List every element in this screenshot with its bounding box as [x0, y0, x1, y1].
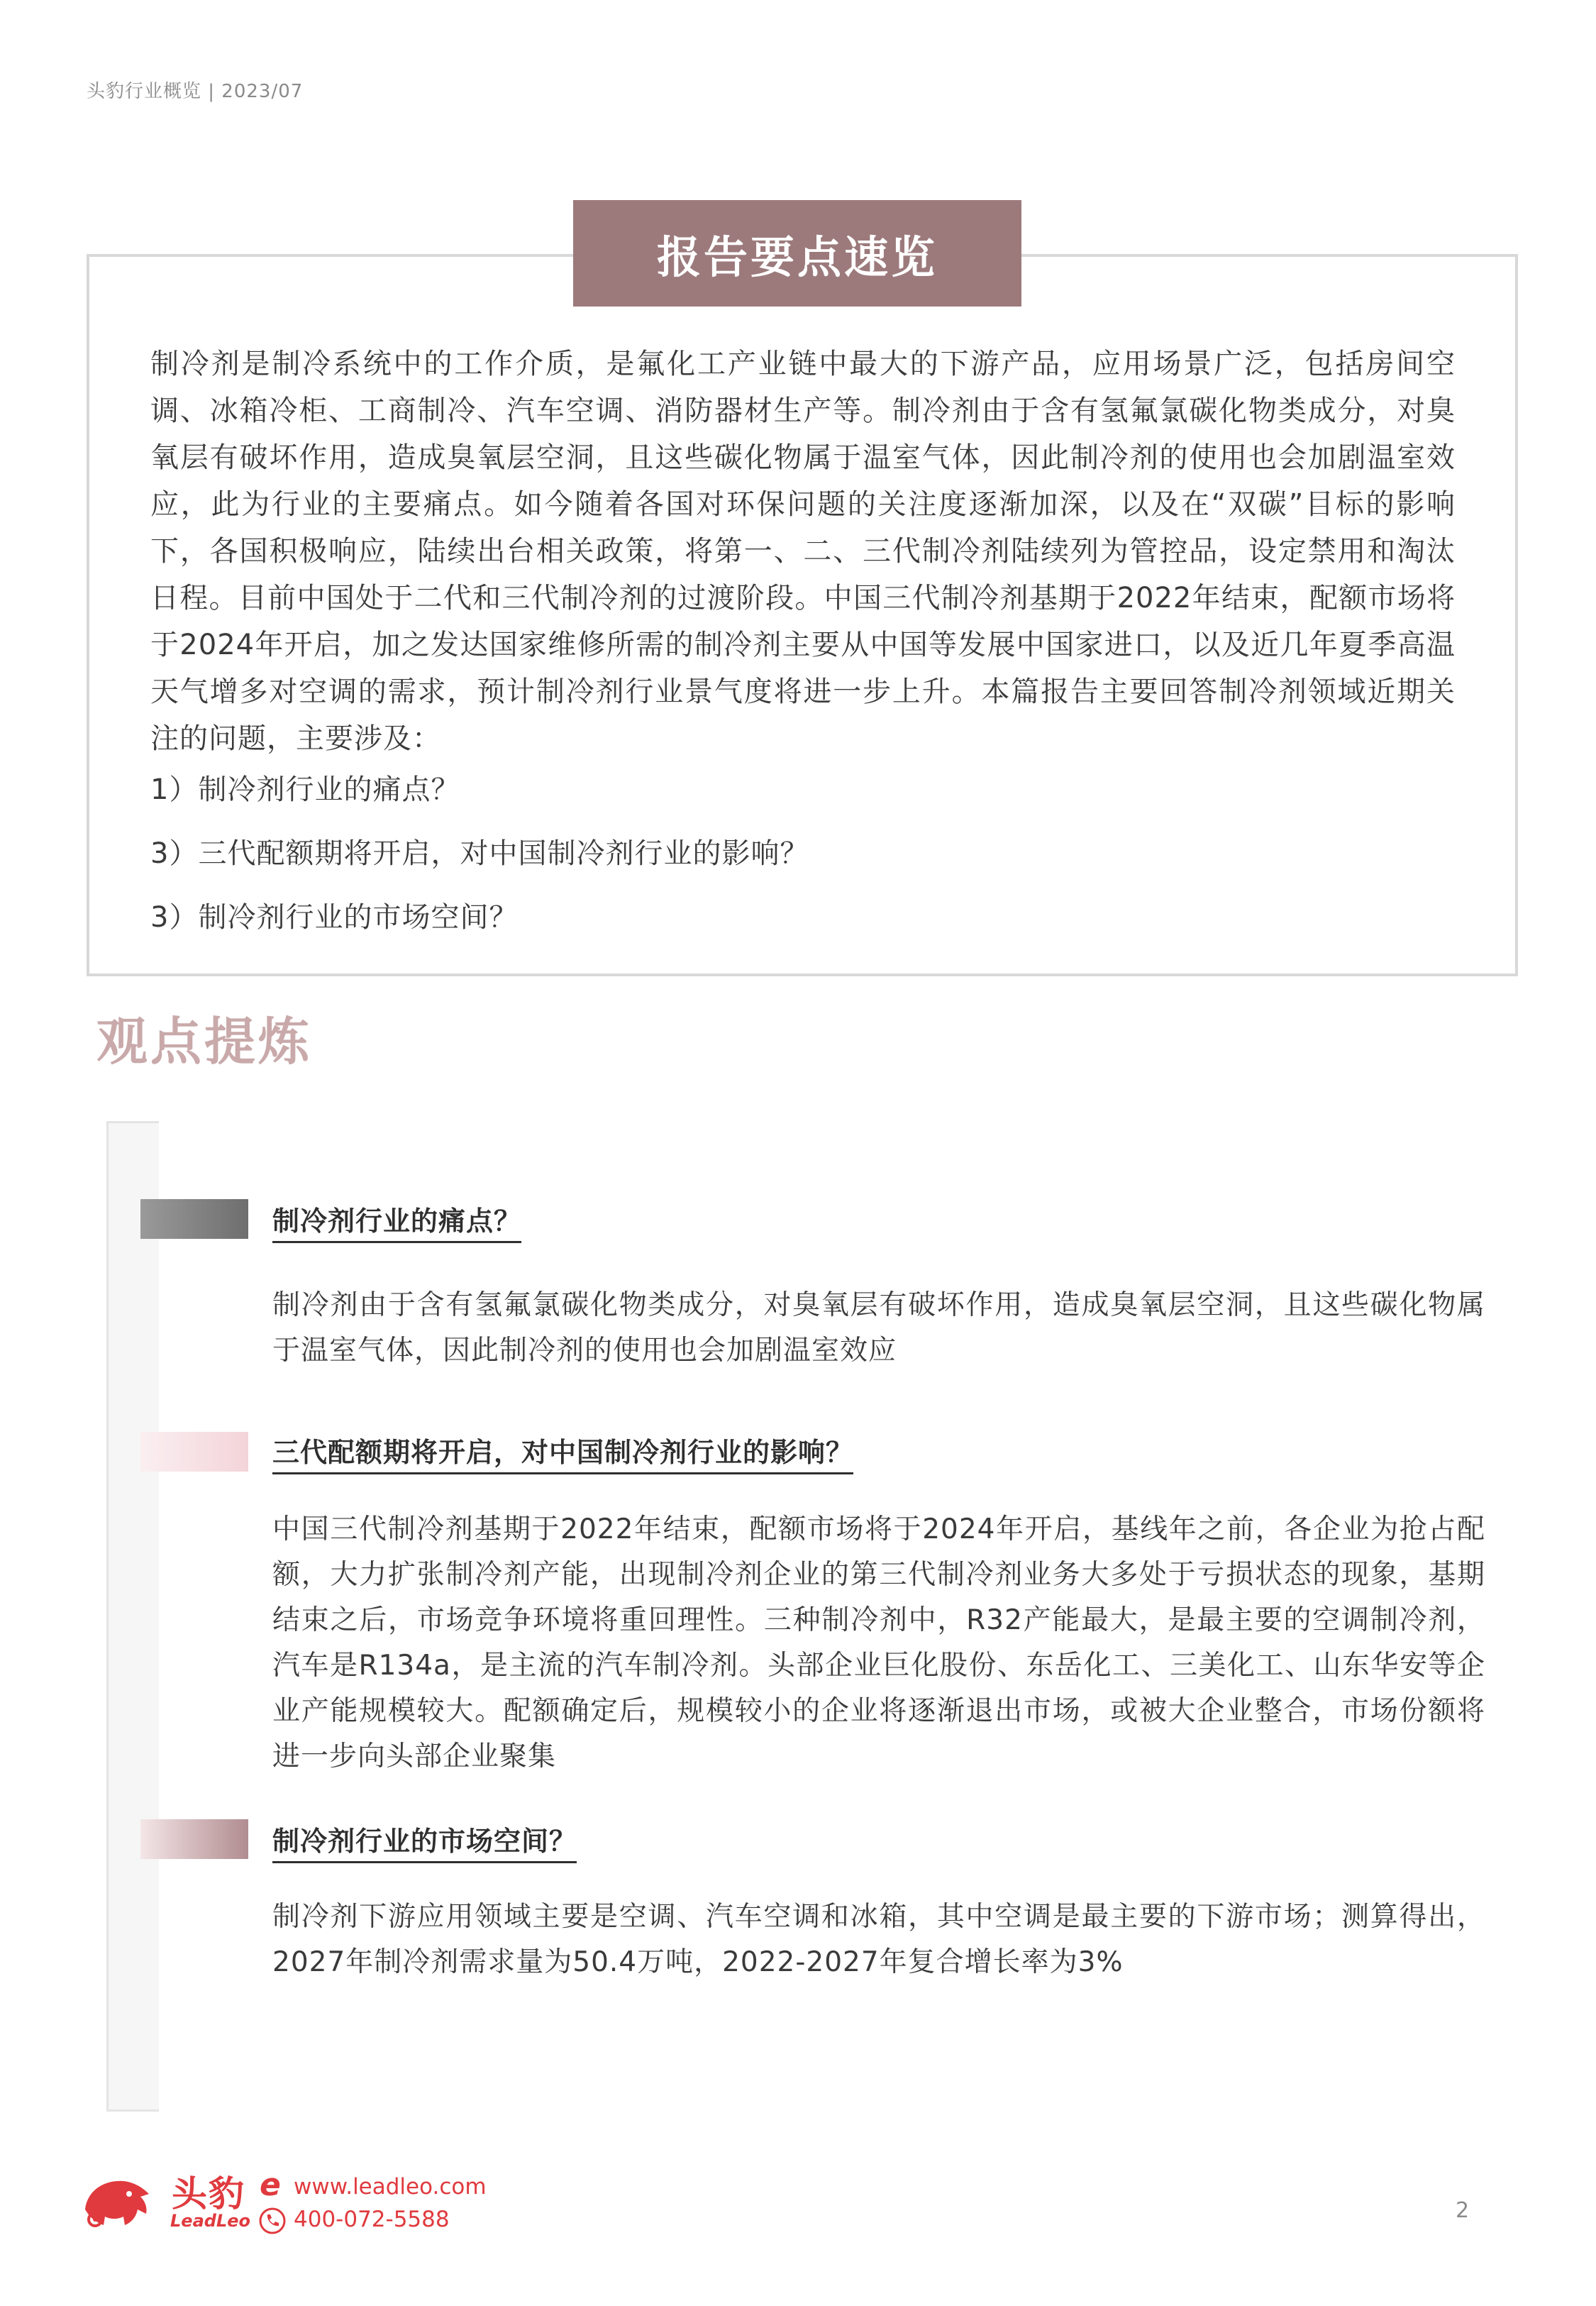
page-number: 2 — [1456, 2198, 1470, 2223]
phone-number: 400-072-5588 — [294, 2207, 450, 2232]
point-body: 制冷剂下游应用领域主要是空调、汽车空调和冰箱，其中空调是最主要的下游市场；测算得出，2027年制冷剂需求量为50.4万吨，2022-2027年复合增长率为3% — [272, 1901, 1485, 1978]
leopard-logo-icon — [79, 2173, 153, 2232]
question-item: 3）三代配额期将开启，对中国制冷剂行业的影响？ — [150, 837, 809, 870]
summary-body: 制冷剂是制冷系统中的工作介质，是氟化工产业链中最大的下游产品，应用场景广泛，包括房间空调、冰箱冷柜、工商制冷、汽车空调、消防器材生产等。制冷剂由于含有氢氟氯碳化物类成分，对臭氧层有破坏作用，造成臭氧层空洞，且这些碳化物属于温室气体，因此制冷剂的使用也会加剧温室效应，此为行业的主要痛点。如今随着各国对环保问题的关注度逐渐加深，以及在“双碳”目标的影响下，各国积极响应，陆续出台相关政策，将第一、二、三代制冷剂陆续列为管控品，设定禁用和淘汰日程。目前中国处于二代和三代制冷剂的过渡阶段。中国三代制冷剂基期于2022年结束，配额市场将于2024年开启，加之发达国家维修所需的制冷剂主要从中国等发展中国家进口，以及近几年夏季高温天气增多对空调的需求，预计制冷剂行业景气度将进一步上升。本篇报告主要回答制冷剂领域近期关注的问题，主要涉及： — [150, 348, 1456, 755]
point-title: 制冷剂行业的市场空间？ — [272, 1819, 577, 1863]
point-body: 中国三代制冷剂基期于2022年结束，配额市场将于2024年开启，基线年之前，各企业为抢占配额，大力扩张制冷剂产能，出现制冷剂企业的第三代制冷剂业务大多处于亏损状态的现象，基期结束之后，市场竞争环境将重回理性。三种制冷剂中，R32产能最大，是最主要的空调制冷剂，汽车是R134a，是主流的汽车制冷剂。头部企业巨化股份、东岳化工、三美化工、山东华安等企业产能规模较大。配额确定后，规模较小的企业将逐渐退出市场，或被大企业整合，市场份额将进一步向头部企业聚集 — [272, 1513, 1485, 1772]
summary-title: 报告要点速览 — [573, 200, 1021, 307]
report-header: 头豹行业概览 | 2023/07 — [87, 81, 304, 102]
phone-icon — [258, 2207, 287, 2235]
logo-text: 头豹 — [172, 2173, 245, 2214]
question-item: 1）制冷剂行业的痛点？ — [150, 773, 460, 806]
section-title: 观点提炼 — [96, 1012, 313, 1071]
point-title: 制冷剂行业的痛点？ — [272, 1199, 521, 1243]
logo-subtext: LeadLeo — [170, 2211, 251, 2231]
footer — [79, 2164, 505, 2242]
point-title: 三代配额期将开启，对中国制冷剂行业的影响？ — [272, 1430, 853, 1474]
point-marker — [140, 1199, 248, 1239]
web-icon: e — [260, 2167, 281, 2203]
point-body: 制冷剂由于含有氢氟氯碳化物类成分，对臭氧层有破坏作用，造成臭氧层空洞，且这些碳化物属于温室气体，因此制冷剂的使用也会加剧温室效应 — [272, 1289, 1485, 1367]
point-marker — [140, 1432, 248, 1472]
question-item: 3）制冷剂行业的市场空间？ — [150, 901, 519, 934]
website-link[interactable]: www.leadleo.com — [294, 2174, 487, 2200]
timeline-bar — [106, 1121, 159, 2112]
point-marker — [140, 1819, 248, 1859]
question-list — [150, 766, 809, 958]
